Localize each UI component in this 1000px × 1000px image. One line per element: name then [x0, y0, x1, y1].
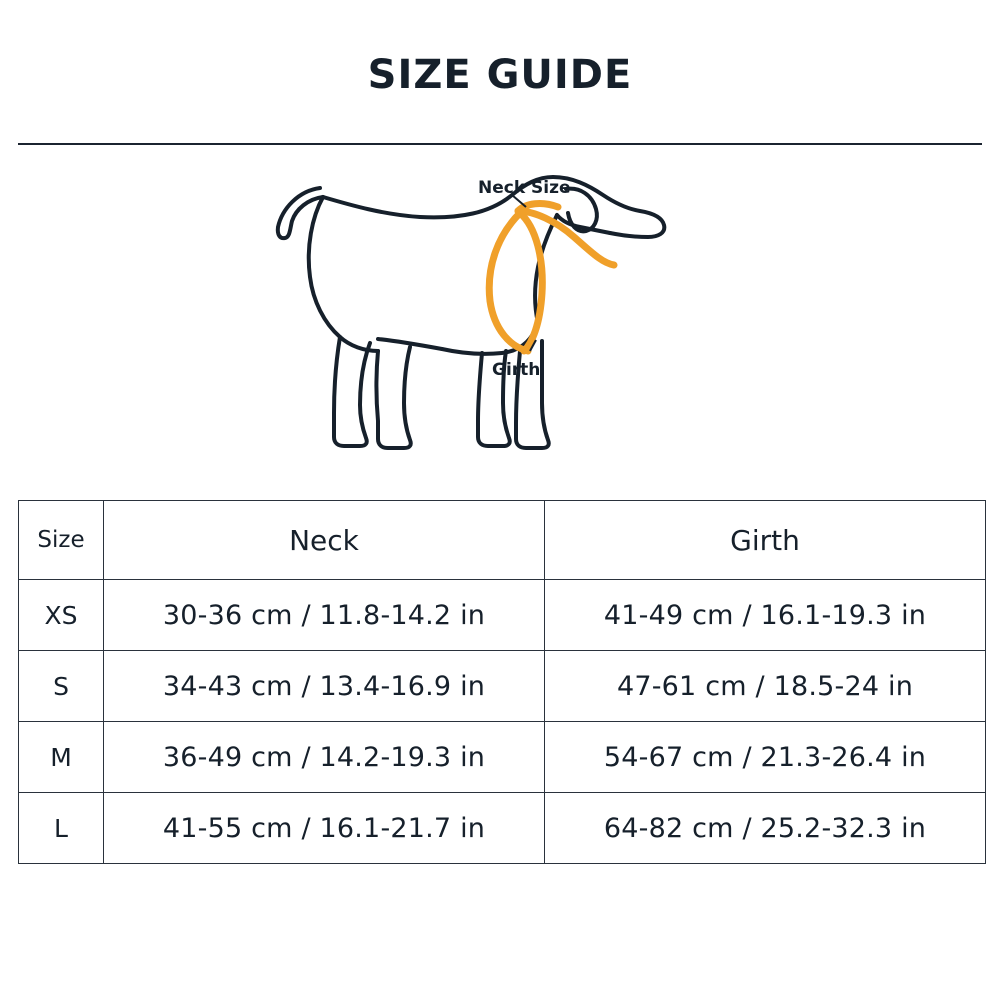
column-header-neck: Neck: [104, 501, 545, 580]
size-chart-table: [18, 500, 986, 864]
table-row: [19, 580, 986, 651]
cell-size: L: [19, 793, 104, 864]
title-divider: [18, 143, 982, 145]
table-row: [19, 793, 986, 864]
table-header-row: [19, 501, 986, 580]
cell-neck: 34-43 cm / 13.4-16.9 in: [104, 651, 545, 722]
page-title: SIZE GUIDE: [367, 52, 633, 98]
cell-girth: 54-67 cm / 21.3-26.4 in: [545, 722, 986, 793]
cell-neck: 41-55 cm / 16.1-21.7 in: [104, 793, 545, 864]
cell-size: S: [19, 651, 104, 722]
cell-girth: 64-82 cm / 25.2-32.3 in: [545, 793, 986, 864]
column-header-girth: Girth: [545, 501, 986, 580]
dog-side-profile-icon: [278, 177, 665, 448]
cell-neck: 30-36 cm / 11.8-14.2 in: [104, 580, 545, 651]
cell-size: XS: [19, 580, 104, 651]
dog-diagram-svg: [220, 155, 780, 485]
cell-girth: 47-61 cm / 18.5-24 in: [545, 651, 986, 722]
dog-measurement-diagram: [0, 155, 1000, 495]
neck-size-label: Neck Size: [478, 178, 571, 198]
column-header-size: Size: [19, 501, 104, 580]
cell-neck: 36-49 cm / 14.2-19.3 in: [104, 722, 545, 793]
girth-label: Girth: [492, 360, 541, 380]
table-row: [19, 722, 986, 793]
cell-girth: 41-49 cm / 16.1-19.3 in: [545, 580, 986, 651]
table-row: [19, 651, 986, 722]
cell-size: M: [19, 722, 104, 793]
